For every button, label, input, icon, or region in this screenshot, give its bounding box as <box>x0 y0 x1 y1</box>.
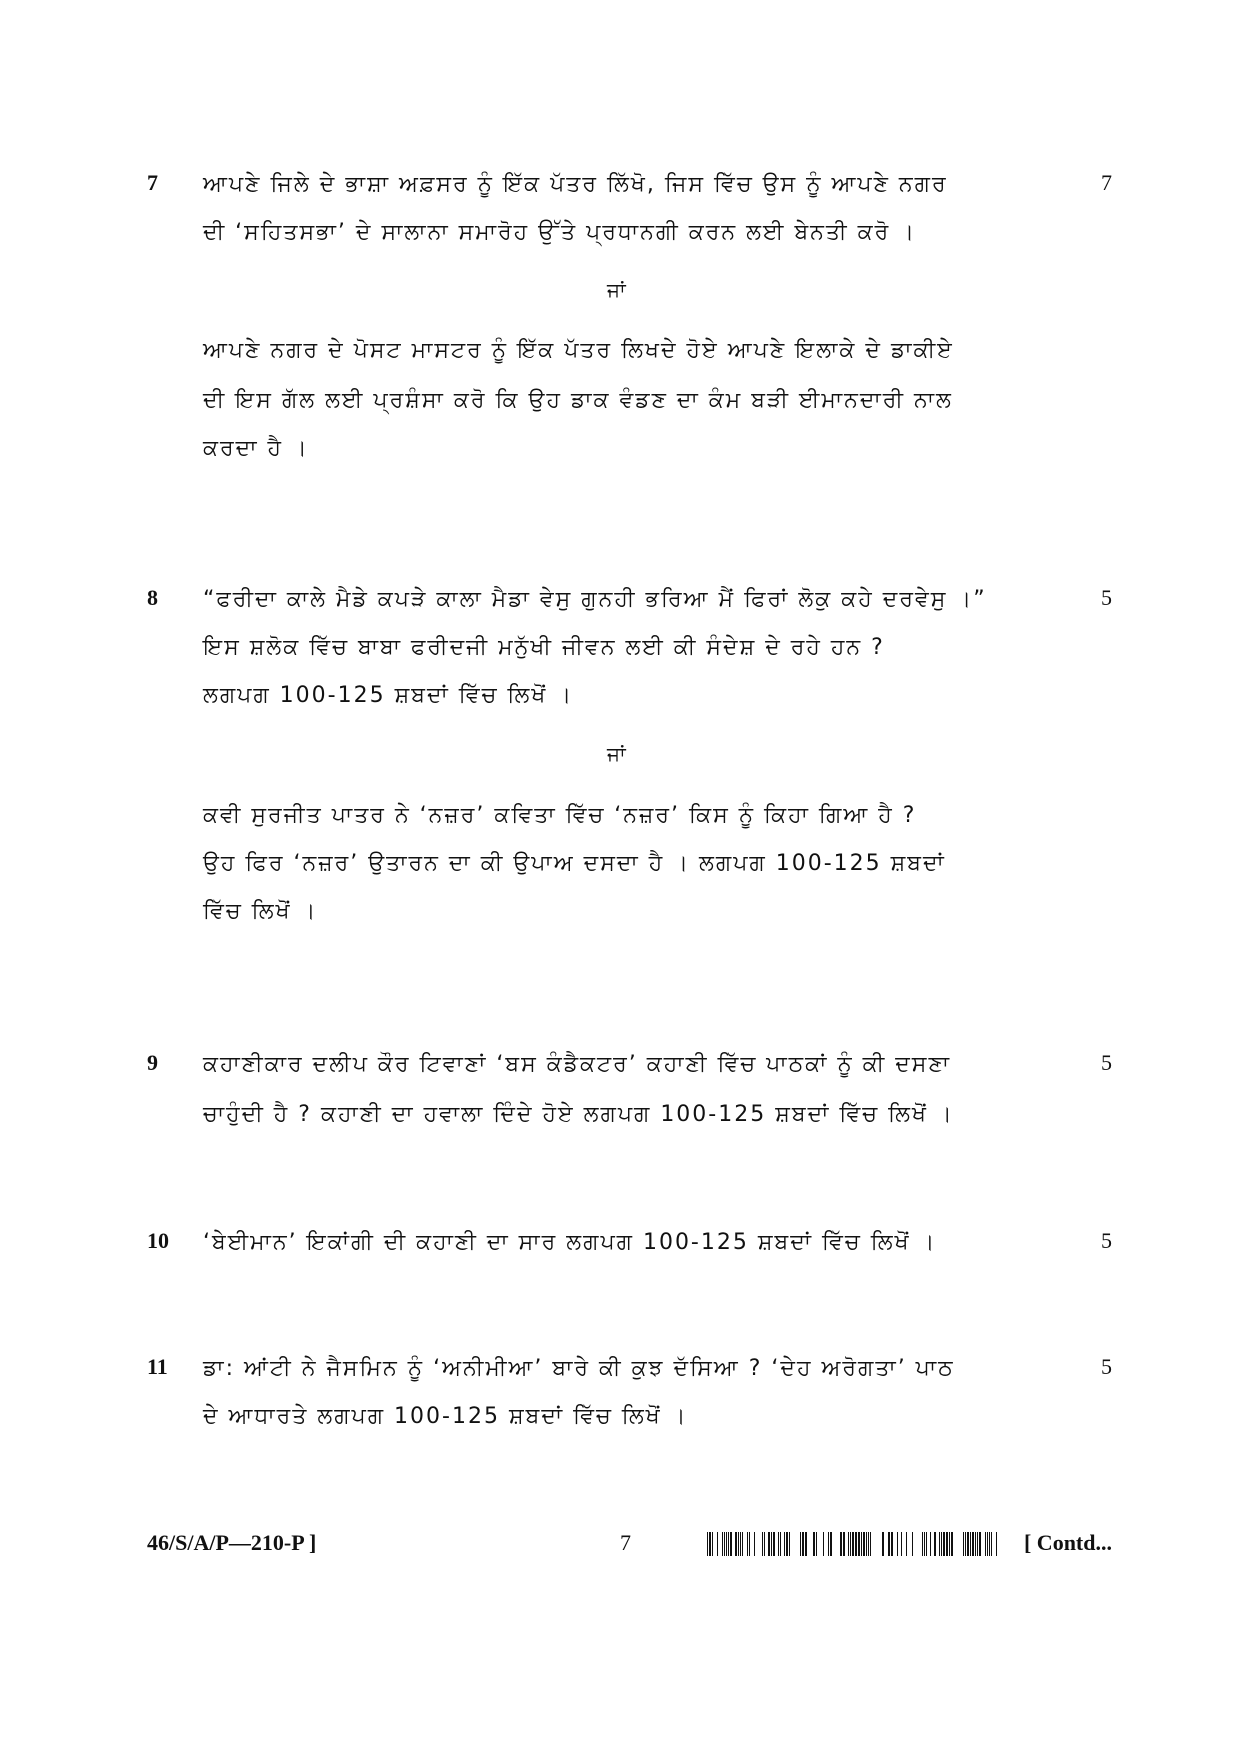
question-marks: 5 <box>1101 1354 1112 1379</box>
question-text-line: ਇਸ ਸ਼ਲੋਕ ਵਿੱਚ ਬਾਬਾ ਫਰੀਦਜੀ ਮਨੁੱਖੀ ਜੀਵਨ ਲਈ ਕੀ ਸੰਦੇਸ਼ ਦੇ ਰਹੇ ਹਨ ? <box>203 635 885 660</box>
question-marks: 7 <box>1101 170 1112 195</box>
question-text-line: ਕਰਦਾ ਹੈ । <box>203 436 309 461</box>
question-text-line: ਚਾਹੁੰਦੀ ਹੈ ? ਕਹਾਣੀ ਦਾ ਹਵਾਲਾ ਦਿੰਦੇ ਹੋਏ ਲਗਪਗ 100-125 ਸ਼ਬਦਾਂ ਵਿੱਚ ਲਿਖੋਂ । <box>203 1102 954 1127</box>
question-text-line: ਦੇ ਆਧਾਰਤੇ ਲਗਪਗ 100-125 ਸ਼ਬਦਾਂ ਵਿੱਚ ਲਿਖੋਂ । <box>203 1404 688 1429</box>
question-text-line: ਲਗਪਗ 100-125 ਸ਼ਬਦਾਂ ਵਿੱਚ ਲਿਖੋਂ । <box>203 683 574 708</box>
question-text-line: ਵਿੱਚ ਲਿਖੋਂ । <box>203 899 318 924</box>
question-text-line: ਦੀ ‘ਸਹਿਤਸਭਾ’ ਦੇ ਸਾਲਾਨਾ ਸਮਾਰੋਹ ਉੱਤੇ ਪ੍ਰਧਾਨਗੀ ਕਰਨ ਲਈ ਬੇਨਤੀ ਕਰੋ । <box>203 220 917 245</box>
question-text-line: ‘ਬੇਈਮਾਨ’ ਇਕਾਂਗੀ ਦੀ ਕਹਾਣੀ ਦਾ ਸਾਰ ਲਗਪਗ 100-125 ਸ਼ਬਦਾਂ ਵਿੱਚ ਲਿਖੋਂ । <box>203 1230 937 1255</box>
question-number: 9 <box>147 1050 158 1075</box>
question-text-line: ਕਹਾਣੀਕਾਰ ਦਲੀਪ ਕੌਰ ਟਿਵਾਣਾਂ ‘ਬਸ ਕੰਡੈਕਟਰ’ ਕਹਾਣੀ ਵਿੱਚ ਪਾਠਕਾਂ ਨੂੰ ਕੀ ਦਸਣਾ <box>203 1052 952 1077</box>
question-10 <box>147 1228 1112 1268</box>
question-number: 7 <box>147 170 158 195</box>
question-text-line: “ਫਰੀਦਾ ਕਾਲੇ ਮੈਡੇ ਕਪੜੇ ਕਾਲਾ ਮੈਡਾ ਵੇਸੁ ਗੁਨਹੀ ਭਰਿਆ ਮੈਂ ਫਿਰਾਂ ਲੋਕੁ ਕਹੇ ਦਰਵੇਸੁ ।” <box>203 587 987 612</box>
question-text-line: ਉਹ ਫਿਰ ‘ਨਜ਼ਰ’ ਉਤਾਰਨ ਦਾ ਕੀ ਉਪਾਅ ਦਸਦਾ ਹੈ । ਲਗਪਗ 100-125 ਸ਼ਬਦਾਂ <box>203 851 946 876</box>
barcode <box>707 1532 997 1556</box>
question-text-line: ਆਪਣੇ ਨਗਰ ਦੇ ਪੋਸਟ ਮਾਸਟਰ ਨੂੰ ਇੱਕ ਪੱਤਰ ਲਿਖਦੇ ਹੋਏ ਆਪਣੇ ਇਲਾਕੇ ਦੇ ਡਾਕੀਏ <box>203 338 954 363</box>
question-number: 8 <box>147 585 158 610</box>
question-marks: 5 <box>1101 585 1112 610</box>
question-9 <box>147 1050 1112 1140</box>
question-11 <box>147 1354 1112 1444</box>
question-text-line: ਕਵੀ ਸੁਰਜੀਤ ਪਾਤਰ ਨੇ ‘ਨਜ਼ਰ’ ਕਵਿਤਾ ਵਿੱਚ ‘ਨਜ਼ਰ’ ਕਿਸ ਨੂੰ ਕਿਹਾ ਗਿਆ ਹੈ ? <box>203 803 917 828</box>
question-marks: 5 <box>1101 1050 1112 1075</box>
or-label: ਜਾਂ <box>607 742 626 766</box>
question-7 <box>147 170 1112 460</box>
or-label: ਜਾਂ <box>607 278 626 302</box>
question-marks: 5 <box>1101 1228 1112 1253</box>
question-8 <box>147 585 1112 925</box>
paper-code: 46/S/A/P—210-P ] <box>147 1530 317 1555</box>
page-footer <box>147 1530 1112 1564</box>
question-number: 11 <box>147 1354 168 1379</box>
contd-label: [ Contd... <box>1023 1530 1112 1555</box>
question-number: 10 <box>147 1228 169 1253</box>
question-text-line: ਦੀ ਇਸ ਗੱਲ ਲਈ ਪ੍ਰਸ਼ੰਸਾ ਕਰੋ ਕਿ ਉਹ ਡਾਕ ਵੰਡਣ ਦਾ ਕੰਮ ਬੜੀ ਈਮਾਨਦਾਰੀ ਨਾਲ <box>203 388 953 413</box>
question-text-line: ਆਪਣੇ ਜਿਲੇ ਦੇ ਭਾਸ਼ਾ ਅਫ਼ਸਰ ਨੂੰ ਇੱਕ ਪੱਤਰ ਲਿੱਖੋ, ਜਿਸ ਵਿੱਚ ਉਸ ਨੂੰ ਆਪਣੇ ਨਗਰ <box>203 172 948 197</box>
question-text-line: ਡਾ: ਆਂਟੀ ਨੇ ਜੈਸਮਿਨ ਨੂੰ ‘ਅਨੀਮੀਆ’ ਬਾਰੇ ਕੀ ਕੁਝ ਦੱਸਿਆ ? ‘ਦੇਹ ਅਰੋਗਤਾ’ ਪਾਠ <box>203 1356 955 1381</box>
page-number: 7 <box>620 1530 631 1555</box>
